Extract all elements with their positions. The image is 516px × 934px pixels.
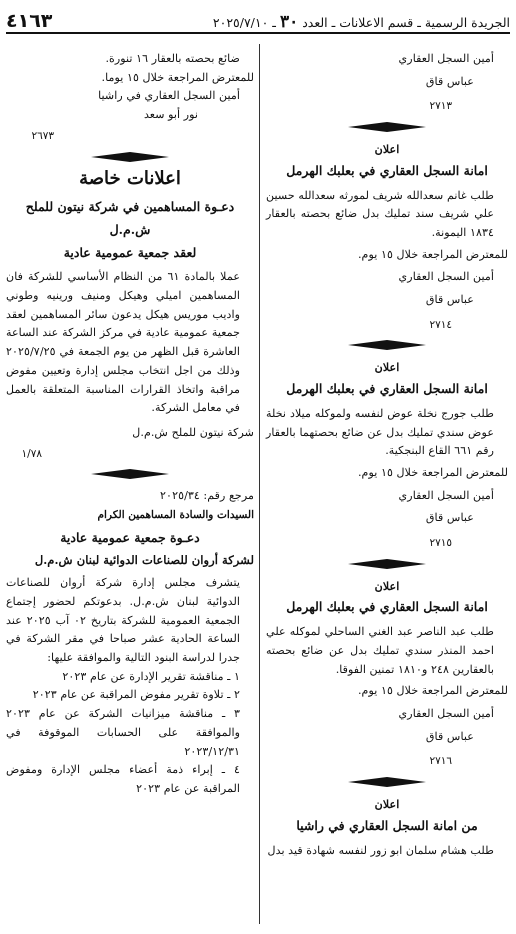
page-number: ٤١٦٣ [6, 10, 53, 32]
signature-title: أمين السجل العقاري [398, 52, 494, 65]
agenda-item: ١ ـ مناقشة تقرير الإدارة عن عام ٢٠٢٣ [62, 669, 240, 683]
ornament-divider [266, 559, 508, 569]
notice-body: طلب عبد الناصر عبد الغني الساحلي لموكله علي احمد المنذر سندي تمليك بدل عن ضائع بحصته بالعقارين ٢٤٨ و١٨١٠ تمنين الفوقا. [266, 625, 494, 676]
general-assembly-invitation [6, 487, 254, 798]
section-title: اعلانات خاصة [79, 167, 181, 189]
agenda-item: ٣ ـ مناقشة ميزانيات الشركة عن عام ٢٠٢٣ والموافقة على الحسابات الموقوفة في ٢٠٢٣/١٢/٣١ [6, 707, 240, 758]
reference-number: مرجع رقم: ٢٠٢٥/٣٤ [160, 489, 254, 503]
left-column [6, 50, 254, 928]
ornament-divider [266, 340, 508, 350]
signature-name: عباس قاق [425, 74, 474, 88]
signature-name: عباس قاق [425, 293, 474, 307]
notice-body: طلب هشام سلمان ابو زور لنفسه شهادة قيد بدل [267, 843, 494, 857]
invitation-body: يتشرف مجلس إدارة شركة أروان للصناعات الدوائية لبنان ش.م.ل. بدعوتكم لحضور إجتماع الجمعية العمومية للشركة بتاريخ ٠٢ آب ٢٠٢٥ عند الساعة الحادية عشر صباحا في مقر الشركة في جدرا لدراسة البنود التالية والموافقة عليها: [6, 576, 240, 664]
notice-ref: ٢٧١٣ [429, 100, 452, 113]
notice-body-continued: ضائع بحصته بالعقار ١٦ تنورة. [105, 52, 240, 65]
invitation-body: عملا بالمادة ٦١ من النظام الأساسي للشركة فان المساهمين اميلي وهيكل ومنيف ورينيه وطوني واديب موريس هيكل يدعون سائر المساهمين لعقد جمعية عمومية عادية في مركز الشركة عند الساعة العاشرة قبل الظهر من يوم الجمعة في ٢٠٢٥/٧/٢٥ وذلك من اجل انتخاب مجلس إدارة وتعيين مفوض مراقبة واتخاذ القرارات المناسبة المتعلقة بالعمل في معامل الشركة. [6, 270, 240, 415]
invitation-purpose: لعقد جمعية عمومية عادية [63, 244, 197, 260]
notice-ref: ٢٧١٦ [429, 755, 452, 768]
notice-heading: اعلان [374, 142, 400, 157]
notice [266, 795, 508, 860]
signature-title: أمين السجل العقاري [398, 270, 494, 284]
agenda-item: ٢ ـ تلاوة تقرير مفوض المراقبة عن عام ٢٠٢٣ [32, 688, 240, 702]
notice-heading: اعلان [374, 360, 400, 375]
notice-ref: ١/٧٨ [21, 447, 42, 460]
header-title: الجريدة الرسمية ـ قسم الاعلانات ـ العدد [302, 15, 510, 30]
notice-authority: امانة السجل العقاري في بعلبك الهرمل [286, 381, 488, 397]
notice [266, 577, 508, 771]
notice-objection: للمعترض المراجعة خلال ١٥ يوم. [358, 465, 508, 479]
issue-number: ٣٠ [279, 12, 299, 32]
invitation-title: دعـوة جمعية عمومية عادية [60, 529, 200, 545]
notice-authority: امانة السجل العقاري في بعلبك الهرمل [286, 599, 488, 615]
page-header [6, 6, 510, 34]
notice-heading: اعلان [374, 797, 400, 812]
invitation-signature: شركة نيتون للملح ش.م.ل [132, 425, 254, 439]
header-title-line [213, 12, 510, 32]
signature-name: عباس قاق [425, 511, 474, 525]
ornament-divider [6, 152, 254, 162]
notice-ref: ٢٧١٥ [429, 537, 452, 550]
company-type: ش.م.ل [109, 221, 151, 237]
ornament-divider [6, 469, 254, 479]
notice [266, 358, 508, 552]
invitation-title: دعـوة المساهمين في شركة نيتون للملح [25, 199, 235, 215]
notice-objection: للمعترض المراجعة خلال ١٥ يوم. [358, 684, 508, 698]
salutation: السيدات والسادة المساهمين الكرام [97, 509, 254, 522]
agenda-item: ٤ ـ إبراء ذمة أعضاء مجلس الإدارة ومفوض المراقبة عن عام ٢٠٢٣ [6, 763, 240, 795]
notice-objection: للمعترض المراجعة خلال ١٥ يوم. [358, 247, 508, 261]
column-divider [259, 44, 260, 924]
notice-authority: من امانة السجل العقاري في راشيا [296, 817, 478, 833]
notice-authority: امانة السجل العقاري في بعلبك الهرمل [286, 162, 488, 178]
signature-name: نور أبو سعد [143, 108, 198, 122]
ornament-divider [266, 122, 508, 132]
shareholder-invitation [6, 198, 254, 463]
signature-title: أمين السجل العقاري [398, 706, 494, 720]
notice-objection: للمعترض المراجعة خلال ١٥ يوما. [101, 70, 254, 84]
notice-ref: ٢٧١٤ [429, 318, 452, 331]
notice-heading: اعلان [374, 578, 400, 593]
signature-title: أمين السجل العقاري [398, 488, 494, 502]
issue-date: ـ ٢٠٢٥/٧/١٠ [212, 15, 276, 30]
notice [266, 140, 508, 334]
notice-ref: ٢٦٧٣ [31, 129, 54, 142]
right-column [266, 50, 508, 928]
notice-body: طلب جورج نخلة عوض لنفسه ولموكله ميلاد نخلة عوض سندي تمليك بدل عن ضائع بحصتهما بالعقار رقم ٦٦١ القاع البنجكية. [266, 406, 494, 458]
ornament-divider [266, 777, 508, 787]
notice-body: طلب غانم سعدالله شريف لمورثه سعدالله حسين علي شريف سند تمليك بدل ضائع بحصته بالعقار ١٨٣٤ اليمونة. [266, 188, 494, 239]
company-name: لشركة أروان للصناعات الدوائية لبنان ش.م.ل [34, 553, 254, 568]
signature-title: أمين السجل العقاري في راشيا [98, 89, 240, 103]
signature-name: عباس قاق [425, 729, 474, 743]
